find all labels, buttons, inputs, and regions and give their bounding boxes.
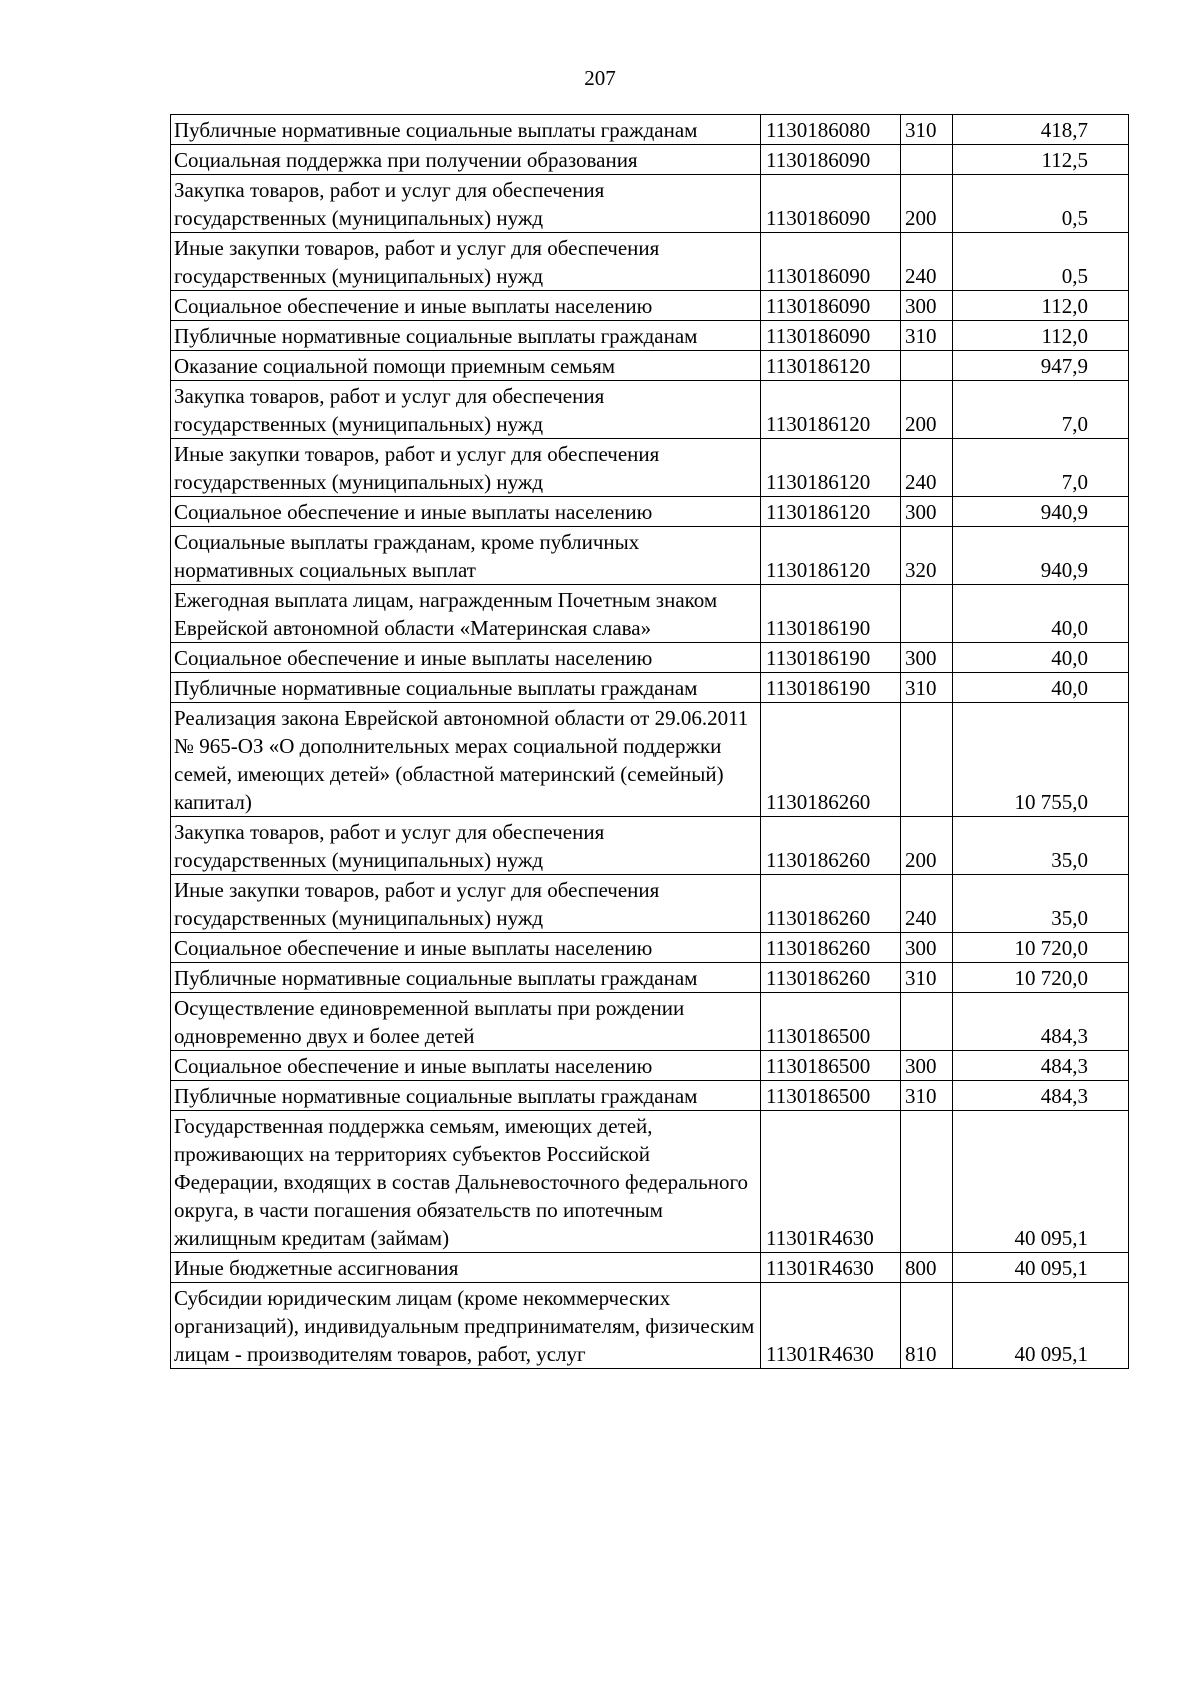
row-name-cell: Реализация закона Еврейской автономной области от 29.06.2011 № 965-ОЗ «О дополнительных мерах социальной поддержки семей, имеющих детей» (областной материнский (семейный) капитал) — [171, 703, 761, 817]
row-name-cell: Закупка товаров, работ и услуг для обеспечения государственных (муниципальных) нужд — [171, 175, 761, 233]
row-code-cell: 1130186120 — [761, 381, 901, 439]
row-amount-cell: 40,0 — [953, 643, 1129, 673]
table-row — [171, 1111, 1129, 1253]
row-type-cell: 800 — [901, 1253, 953, 1283]
row-name-cell: Публичные нормативные социальные выплаты гражданам — [171, 963, 761, 993]
row-amount-cell: 7,0 — [953, 381, 1129, 439]
row-name-cell: Осуществление единовременной выплаты при рождении одновременно двух и более детей — [171, 993, 761, 1051]
row-code-cell: 1130186260 — [761, 817, 901, 875]
row-name-cell: Иные закупки товаров, работ и услуг для обеспечения государственных (муниципальных) нужд — [171, 233, 761, 291]
row-type-cell: 240 — [901, 875, 953, 933]
row-code-cell: 1130186120 — [761, 527, 901, 585]
row-code-cell: 1130186080 — [761, 115, 901, 145]
table-row — [171, 1081, 1129, 1111]
row-code-cell: 1130186500 — [761, 993, 901, 1051]
row-amount-cell: 940,9 — [953, 527, 1129, 585]
row-type-cell — [901, 993, 953, 1051]
row-type-cell: 200 — [901, 381, 953, 439]
row-amount-cell: 35,0 — [953, 817, 1129, 875]
row-name-cell: Иные закупки товаров, работ и услуг для обеспечения государственных (муниципальных) нужд — [171, 439, 761, 497]
table-row — [171, 1283, 1129, 1369]
table-row — [171, 673, 1129, 703]
row-amount-cell: 10 720,0 — [953, 963, 1129, 993]
table-row — [171, 585, 1129, 643]
row-name-cell: Публичные нормативные социальные выплаты гражданам — [171, 321, 761, 351]
row-type-cell: 240 — [901, 233, 953, 291]
row-amount-cell: 940,9 — [953, 497, 1129, 527]
row-type-cell: 810 — [901, 1283, 953, 1369]
row-type-cell: 300 — [901, 643, 953, 673]
table-row — [171, 703, 1129, 817]
table-row — [171, 381, 1129, 439]
table-row — [171, 175, 1129, 233]
table-row — [171, 527, 1129, 585]
row-type-cell: 310 — [901, 115, 953, 145]
row-type-cell: 240 — [901, 439, 953, 497]
row-amount-cell: 40,0 — [953, 585, 1129, 643]
table-row — [171, 643, 1129, 673]
table-row — [171, 497, 1129, 527]
row-name-cell: Социальное обеспечение и иные выплаты населению — [171, 643, 761, 673]
row-type-cell — [901, 351, 953, 381]
table-row — [171, 875, 1129, 933]
table-row — [171, 145, 1129, 175]
row-type-cell — [901, 703, 953, 817]
row-name-cell: Публичные нормативные социальные выплаты гражданам — [171, 1081, 761, 1111]
row-name-cell: Публичные нормативные социальные выплаты гражданам — [171, 673, 761, 703]
row-name-cell: Социальное обеспечение и иные выплаты населению — [171, 933, 761, 963]
row-amount-cell: 112,5 — [953, 145, 1129, 175]
page-number: 207 — [584, 66, 616, 90]
row-amount-cell: 35,0 — [953, 875, 1129, 933]
table-row — [171, 993, 1129, 1051]
row-code-cell: 1130186090 — [761, 321, 901, 351]
row-type-cell: 320 — [901, 527, 953, 585]
row-code-cell: 1130186090 — [761, 291, 901, 321]
row-name-cell: Социальное обеспечение и иные выплаты населению — [171, 1051, 761, 1081]
row-name-cell: Иные бюджетные ассигнования — [171, 1253, 761, 1283]
row-name-cell: Субсидии юридическим лицам (кроме некоммерческих организаций), индивидуальным предпринимателям, физическим лицам - производителям товаров, работ, услуг — [171, 1283, 761, 1369]
row-code-cell: 1130186500 — [761, 1051, 901, 1081]
row-amount-cell: 112,0 — [953, 321, 1129, 351]
row-code-cell: 11301R4630 — [761, 1283, 901, 1369]
row-code-cell: 1130186190 — [761, 673, 901, 703]
table-row — [171, 1253, 1129, 1283]
row-code-cell: 1130186260 — [761, 933, 901, 963]
row-type-cell — [901, 1111, 953, 1253]
row-code-cell: 1130186190 — [761, 585, 901, 643]
row-code-cell: 1130186260 — [761, 963, 901, 993]
table-row — [171, 115, 1129, 145]
row-name-cell: Государственная поддержка семьям, имеющих детей, проживающих на территориях субъектов Российской Федерации, входящих в состав Дальневосточного федерального округа, в части погашения обязательств по ипотечным жилищным кредитам (займам) — [171, 1111, 761, 1253]
row-code-cell: 1130186090 — [761, 233, 901, 291]
row-amount-cell: 484,3 — [953, 1081, 1129, 1111]
row-name-cell: Социальное обеспечение и иные выплаты населению — [171, 291, 761, 321]
row-type-cell: 200 — [901, 175, 953, 233]
row-amount-cell: 0,5 — [953, 233, 1129, 291]
row-amount-cell: 40,0 — [953, 673, 1129, 703]
table-row — [171, 963, 1129, 993]
budget-table — [170, 114, 1129, 1369]
row-amount-cell: 484,3 — [953, 1051, 1129, 1081]
row-type-cell: 310 — [901, 1081, 953, 1111]
row-name-cell: Социальные выплаты гражданам, кроме публичных нормативных социальных выплат — [171, 527, 761, 585]
row-type-cell: 300 — [901, 1051, 953, 1081]
row-code-cell: 1130186120 — [761, 351, 901, 381]
row-name-cell: Социальное обеспечение и иные выплаты населению — [171, 497, 761, 527]
row-type-cell: 310 — [901, 963, 953, 993]
row-name-cell: Публичные нормативные социальные выплаты гражданам — [171, 115, 761, 145]
row-code-cell: 1130186500 — [761, 1081, 901, 1111]
row-type-cell: 310 — [901, 673, 953, 703]
row-type-cell: 300 — [901, 497, 953, 527]
row-code-cell: 11301R4630 — [761, 1111, 901, 1253]
table-row — [171, 439, 1129, 497]
budget-table-body — [171, 115, 1129, 1369]
row-amount-cell: 10 755,0 — [953, 703, 1129, 817]
row-amount-cell: 418,7 — [953, 115, 1129, 145]
row-amount-cell: 947,9 — [953, 351, 1129, 381]
table-row — [171, 291, 1129, 321]
row-amount-cell: 40 095,1 — [953, 1283, 1129, 1369]
row-code-cell: 1130186120 — [761, 497, 901, 527]
row-amount-cell: 484,3 — [953, 993, 1129, 1051]
table-row — [171, 1051, 1129, 1081]
table-row — [171, 933, 1129, 963]
row-type-cell: 200 — [901, 817, 953, 875]
row-name-cell: Закупка товаров, работ и услуг для обеспечения государственных (муниципальных) нужд — [171, 817, 761, 875]
row-amount-cell: 0,5 — [953, 175, 1129, 233]
row-name-cell: Закупка товаров, работ и услуг для обеспечения государственных (муниципальных) нужд — [171, 381, 761, 439]
table-row — [171, 233, 1129, 291]
row-code-cell: 1130186090 — [761, 145, 901, 175]
row-type-cell — [901, 145, 953, 175]
table-row — [171, 321, 1129, 351]
row-name-cell: Оказание социальной помощи приемным семьям — [171, 351, 761, 381]
row-code-cell: 1130186190 — [761, 643, 901, 673]
row-code-cell: 1130186120 — [761, 439, 901, 497]
row-code-cell: 1130186260 — [761, 703, 901, 817]
table-row — [171, 351, 1129, 381]
row-amount-cell: 7,0 — [953, 439, 1129, 497]
row-name-cell: Ежегодная выплата лицам, награжденным Почетным знаком Еврейской автономной области «Материнская слава» — [171, 585, 761, 643]
row-code-cell: 1130186260 — [761, 875, 901, 933]
table-row — [171, 817, 1129, 875]
row-amount-cell: 10 720,0 — [953, 933, 1129, 963]
row-type-cell: 310 — [901, 321, 953, 351]
row-name-cell: Социальная поддержка при получении образования — [171, 145, 761, 175]
row-amount-cell: 112,0 — [953, 291, 1129, 321]
row-amount-cell: 40 095,1 — [953, 1253, 1129, 1283]
row-type-cell — [901, 585, 953, 643]
row-type-cell: 300 — [901, 933, 953, 963]
row-code-cell: 1130186090 — [761, 175, 901, 233]
row-name-cell: Иные закупки товаров, работ и услуг для обеспечения государственных (муниципальных) нужд — [171, 875, 761, 933]
row-code-cell: 11301R4630 — [761, 1253, 901, 1283]
row-amount-cell: 40 095,1 — [953, 1111, 1129, 1253]
row-type-cell: 300 — [901, 291, 953, 321]
